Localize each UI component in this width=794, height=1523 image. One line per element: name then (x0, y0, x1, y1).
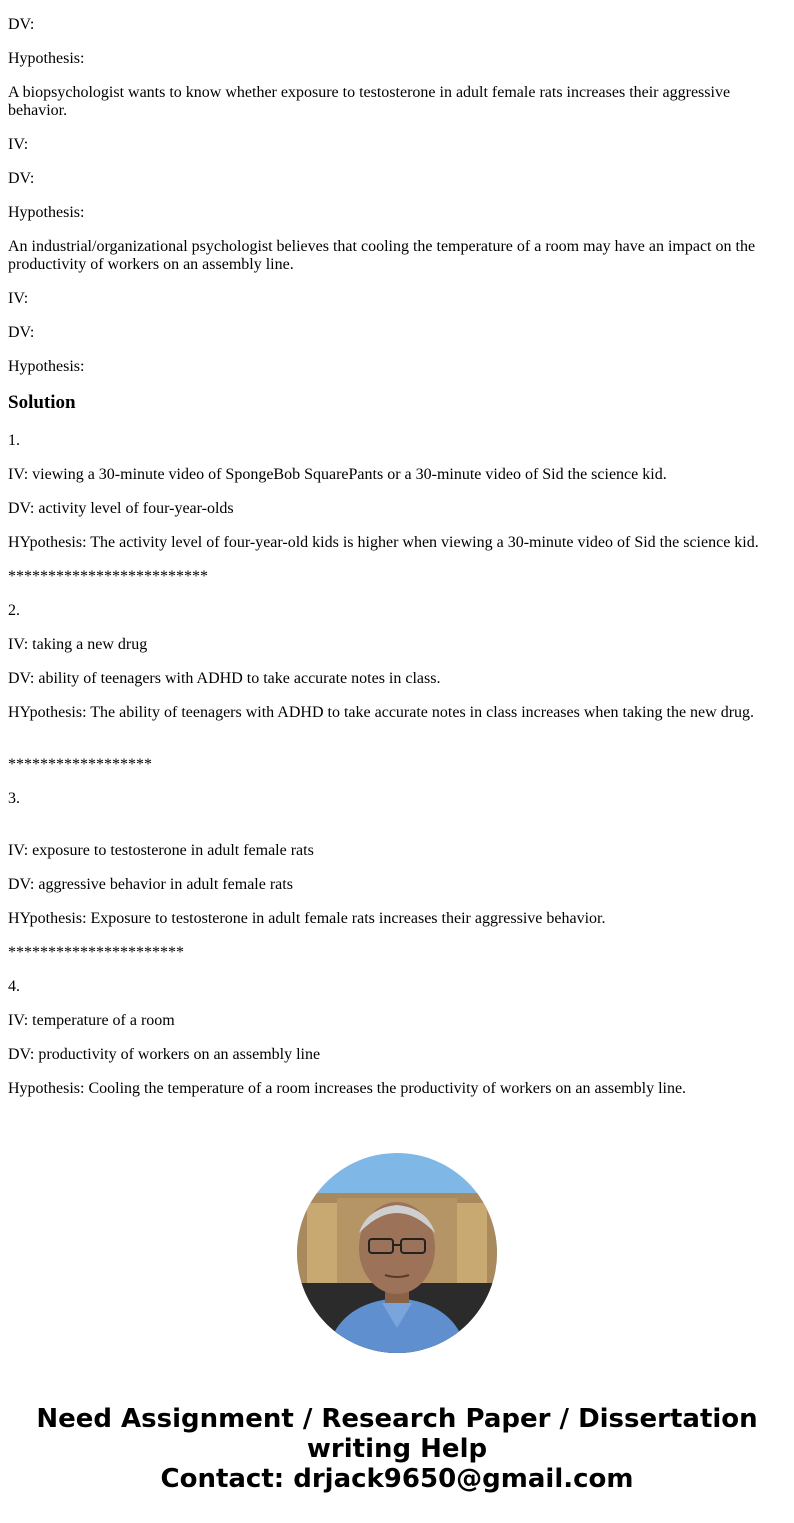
solution-3-number: 3. (8, 790, 20, 807)
solution-2-hypothesis: HYpothesis: The ability of teenagers with ADHD to take accurate notes in class increases when taking the new drug. (8, 704, 755, 721)
solution-4-iv: IV: temperature of a room (8, 1012, 175, 1029)
cta-line-1: Need Assignment / Research Paper / Dissertation (36, 1404, 758, 1434)
solution-3-dv: DV: aggressive behavior in adult female rats (8, 876, 293, 893)
q3-dv-label: DV: (8, 170, 35, 187)
q3-hypothesis-label: Hypothesis: (8, 204, 85, 221)
document-body (8, 0, 778, 1114)
solution-3-separator: ********************** (8, 944, 184, 961)
cta-line-2: writing Help (306, 1434, 488, 1464)
solution-2-iv: IV: taking a new drug (8, 636, 148, 653)
q4-hypothesis-label: Hypothesis: (8, 358, 85, 375)
solution-2-number: 2. (8, 602, 20, 619)
q4-dv-label: DV: (8, 324, 35, 341)
solution-1-hypothesis: HYpothesis: The activity level of four-year-old kids is higher when viewing a 30-minute video of Sid the science kid. (8, 534, 759, 551)
solution-2-dv: DV: ability of teenagers with ADHD to take accurate notes in class. (8, 670, 441, 687)
cta-contact-line: Contact: drjack9650@gmail.com (160, 1464, 634, 1494)
solution-4-dv: DV: productivity of workers on an assembly line (8, 1046, 321, 1063)
q4-prompt: An industrial/organizational psychologist believes that cooling the temperature of a room may have an impact on the productivity of workers on an assembly line. (8, 238, 756, 273)
solution-1-dv: DV: activity level of four-year-olds (8, 500, 234, 517)
q2-hypothesis-label: Hypothesis: (8, 50, 85, 67)
solution-2-separator: ****************** (8, 756, 152, 773)
q3-prompt: A biopsychologist wants to know whether exposure to testosterone in adult female rats increases their aggressive behavior. (8, 84, 731, 119)
solution-1-iv: IV: viewing a 30-minute video of SpongeBob SquarePants or a 30-minute video of Sid the science kid. (8, 466, 667, 483)
solution-1-separator: ************************* (8, 568, 208, 585)
solution-3-iv: IV: exposure to testosterone in adult female rats (8, 842, 314, 859)
q2-dv-label: DV: (8, 16, 35, 33)
call-to-action (0, 1404, 794, 1494)
solution-3-hypothesis: HYpothesis: Exposure to testosterone in adult female rats increases their aggressive behavior. (8, 910, 606, 927)
solution-4-hypothesis: Hypothesis: Cooling the temperature of a room increases the productivity of workers on an assembly line. (8, 1080, 687, 1097)
q3-iv-label: IV: (8, 136, 29, 153)
solution-heading: Solution (8, 392, 76, 413)
author-photo (297, 1153, 497, 1353)
q4-iv-label: IV: (8, 290, 29, 307)
solution-4-number: 4. (8, 978, 20, 995)
author-avatar (297, 1153, 497, 1353)
solution-1-number: 1. (8, 432, 20, 449)
